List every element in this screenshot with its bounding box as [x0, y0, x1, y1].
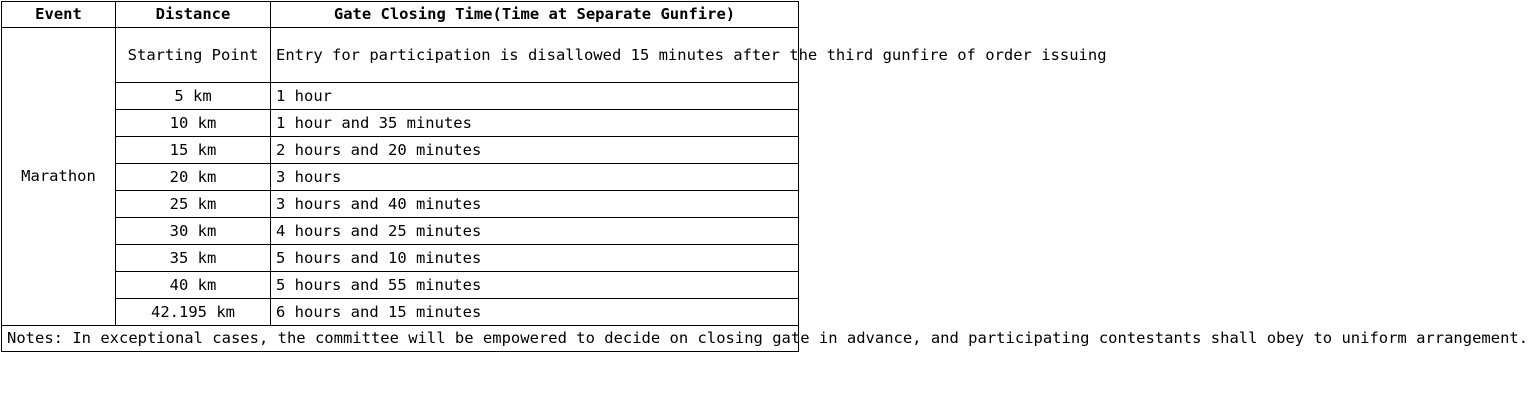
gate-time-cell: 4 hours and 25 minutes: [271, 218, 799, 245]
distance-cell: 5 km: [116, 83, 271, 110]
table-row: [2, 272, 799, 299]
table-row: [2, 28, 799, 83]
table-row: [2, 137, 799, 164]
distance-cell: 30 km: [116, 218, 271, 245]
distance-cell: 40 km: [116, 272, 271, 299]
distance-cell: 20 km: [116, 164, 271, 191]
gate-time-cell: 3 hours: [271, 164, 799, 191]
distance-cell: 15 km: [116, 137, 271, 164]
table-row: [2, 164, 799, 191]
table-row: [2, 191, 799, 218]
distance-cell: 35 km: [116, 245, 271, 272]
event-header: Event: [2, 2, 116, 28]
table-row: [2, 299, 799, 326]
header-row: [2, 2, 799, 28]
table-row: [2, 110, 799, 137]
distance-cell: 42.195 km: [116, 299, 271, 326]
gate-time-cell: 1 hour: [271, 83, 799, 110]
gate-time-cell: 1 hour and 35 minutes: [271, 110, 799, 137]
gate-closing-table: [1, 1, 1528, 352]
gate-closing-time-header: Gate Closing Time(Time at Separate Gunfire): [271, 2, 799, 28]
gate-time-cell: 5 hours and 10 minutes: [271, 245, 799, 272]
distance-cell: Starting Point: [116, 28, 271, 83]
gate-time-cell: Entry for participation is disallowed 15 minutes after the third gunfire of order issuing: [271, 28, 799, 83]
table-row: [2, 245, 799, 272]
distance-cell: 25 km: [116, 191, 271, 218]
distance-cell: 10 km: [116, 110, 271, 137]
table-row: [2, 218, 799, 245]
gate-time-cell: 2 hours and 20 minutes: [271, 137, 799, 164]
gate-time-cell: 6 hours and 15 minutes: [271, 299, 799, 326]
event-cell: Marathon: [2, 28, 116, 326]
distance-header: Distance: [116, 2, 271, 28]
table-row: [2, 83, 799, 110]
notes-text: Notes: In exceptional cases, the committee will be empowered to decide on closing gate in advance, and participating contestants shall obey to uniform arrangement.: [2, 326, 799, 352]
gate-time-cell: 3 hours and 40 minutes: [271, 191, 799, 218]
notes-row: [2, 326, 799, 352]
gate-time-cell: 5 hours and 55 minutes: [271, 272, 799, 299]
